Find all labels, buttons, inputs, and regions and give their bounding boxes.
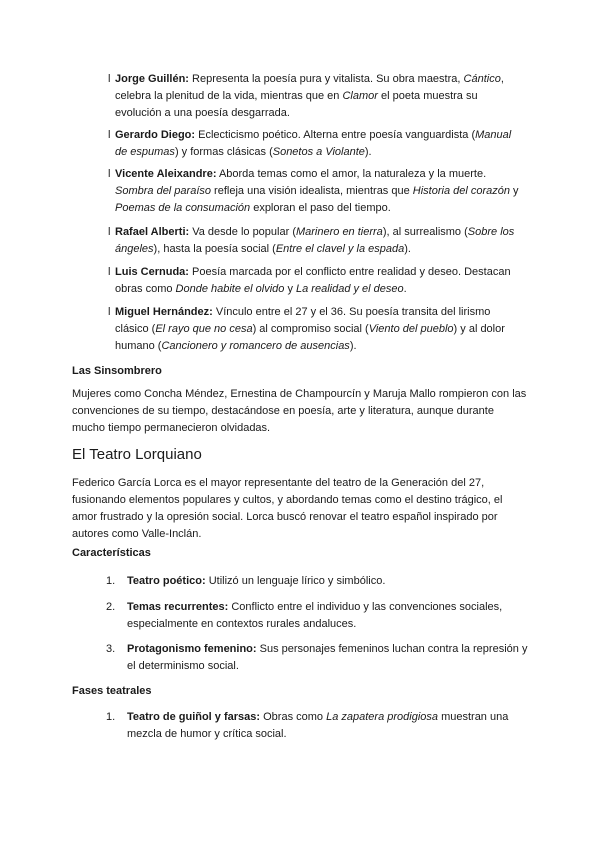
poet-name: Gerardo Diego: xyxy=(115,129,196,141)
work-title: Sombra del paraíso xyxy=(115,185,211,197)
text-run: Obras como xyxy=(260,711,327,723)
text-run: ). xyxy=(364,146,372,158)
text-run: y xyxy=(510,185,519,197)
fase-text xyxy=(106,709,530,743)
work-title: Historia del corazón xyxy=(412,185,510,197)
poet-text xyxy=(108,127,520,161)
poet-name: Luis Cernuda: xyxy=(115,266,189,278)
poet-item-diego xyxy=(108,127,520,161)
sinsombrero-heading: Las Sinsombrero xyxy=(72,365,162,377)
poet-text xyxy=(108,166,520,217)
text-run: ) y formas clásicas ( xyxy=(174,146,273,158)
poet-text xyxy=(108,304,520,355)
caracteristica-text xyxy=(106,573,530,590)
work-title: La realidad y el deseo xyxy=(296,283,404,295)
bullet-marker: l xyxy=(108,129,111,141)
work-title: Entre el clavel y la espada xyxy=(275,243,405,255)
teatro-intro: Federico García Lorca es el mayor representante del teatro de la Generación del 27, fusionando elementos populares y cultos, y abordando temas como el destino trágico, el amor frustrado y la opresión social. Lorca buscó renovar el teatro español inspirado por autores como Valle-Inclán. xyxy=(72,477,503,540)
text-run: ), al surrealismo ( xyxy=(382,226,468,238)
bullet-marker: l xyxy=(108,73,111,85)
work-title: Sobre los ángeles xyxy=(115,226,515,255)
caracteristica-item xyxy=(106,599,530,633)
teatro-title: El Teatro Lorquiano xyxy=(72,446,202,463)
list-number: 1. xyxy=(106,575,116,587)
work-title: Marinero en tierra xyxy=(295,226,383,238)
text-run: ). xyxy=(349,340,357,352)
poet-item-aleixandre xyxy=(108,166,520,217)
poet-name: Vicente Aleixandre: xyxy=(115,168,217,180)
work-title: Clamor xyxy=(342,90,378,102)
text-run: Va desde lo popular ( xyxy=(189,226,296,238)
caracteristica-label: Protagonismo femenino: xyxy=(127,643,257,655)
text-run: el poeta muestra su evolución a una poesía desgarrada. xyxy=(115,90,478,119)
text-run: Representa la poesía pura y vitalista. Su obra maestra, xyxy=(188,73,464,85)
caracteristica-label: Temas recurrentes: xyxy=(127,601,229,613)
fase-item xyxy=(106,709,530,743)
bullet-marker: l xyxy=(108,168,111,180)
list-number: 2. xyxy=(106,601,116,613)
text-run: exploran el paso del tiempo. xyxy=(250,202,391,214)
text-run: Eclecticismo poético. Alterna entre poesía vanguardista ( xyxy=(195,129,476,141)
caracteristica-item xyxy=(106,641,530,675)
poet-item-cernuda xyxy=(108,264,520,298)
poet-text xyxy=(108,264,520,298)
caracteristica-desc: Conflicto entre el individuo y las convenciones sociales, especialmente en contextos rurales andaluces. xyxy=(127,601,503,630)
bullet-marker: l xyxy=(108,266,111,278)
poet-name: Rafael Alberti: xyxy=(115,226,190,238)
text-run: ). xyxy=(404,243,411,255)
work-title: El rayo que no cesa xyxy=(155,323,253,335)
caracteristica-text xyxy=(106,599,530,633)
work-title: Donde habite el olvido xyxy=(175,283,285,295)
caracteristicas-heading: Características xyxy=(72,547,151,559)
caracteristica-label: Teatro poético: xyxy=(127,575,206,587)
text-run: Aborda temas como el amor, la naturaleza y la muerte. xyxy=(216,168,487,180)
sinsombrero-paragraph: Mujeres como Concha Méndez, Ernestina de Champourcín y Maruja Mallo rompieron con las convenciones de su tiempo, destacándose en poesía, arte y literatura, aunque durante mucho tiempo permanecieron olvidadas. xyxy=(72,388,527,434)
poet-item-guillen xyxy=(108,71,520,122)
fase-label: Teatro de guiñol y farsas: xyxy=(127,711,261,723)
caracteristica-desc: Sus personajes femeninos luchan contra la represión y el determinismo social. xyxy=(127,643,528,672)
work-title: Viento del pueblo xyxy=(368,323,454,335)
poet-text xyxy=(108,71,520,122)
poet-item-hernandez xyxy=(108,304,520,355)
text-run: ), hasta la poesía social ( xyxy=(153,243,276,255)
work-title: Manual de espumas xyxy=(115,129,512,158)
bullet-marker: l xyxy=(108,226,111,238)
text-run: . xyxy=(403,283,407,295)
text-run: , celebra la plenitud de la vida, mientras que en xyxy=(115,73,504,102)
caracteristica-text xyxy=(106,641,530,675)
fases-heading: Fases teatrales xyxy=(72,685,152,697)
text-run: Vínculo entre el 27 y el 36. Su poesía transita del lirismo clásico ( xyxy=(115,306,491,335)
poet-item-alberti xyxy=(108,224,520,258)
poet-text xyxy=(108,224,520,258)
text-run: muestran una mezcla de humor y crítica social. xyxy=(127,711,509,740)
list-number: 3. xyxy=(106,643,116,655)
text-run: y xyxy=(284,283,297,295)
bullet-marker: l xyxy=(108,306,111,318)
work-title: Poemas de la consumación xyxy=(115,202,251,214)
poet-name: Miguel Hernández: xyxy=(115,306,213,318)
work-title: Cancionero y romancero de ausencias xyxy=(161,340,350,352)
work-title: La zapatera prodigiosa xyxy=(326,711,439,723)
poet-name: Jorge Guillén: xyxy=(115,73,189,85)
work-title: Cántico xyxy=(463,73,501,85)
text-run: ) y al dolor humano ( xyxy=(115,323,505,352)
list-number: 1. xyxy=(106,711,116,723)
work-title: Sonetos a Violante xyxy=(272,146,365,158)
text-run: Poesía marcada por el conflicto entre realidad y deseo. Destacan obras como xyxy=(115,266,511,295)
caracteristica-desc: Utilizó un lenguaje lírico y simbólico. xyxy=(205,575,386,587)
caracteristica-item xyxy=(106,573,530,590)
text-run: refleja una visión idealista, mientras que xyxy=(211,185,413,197)
text-run: ) al compromiso social ( xyxy=(252,323,369,335)
